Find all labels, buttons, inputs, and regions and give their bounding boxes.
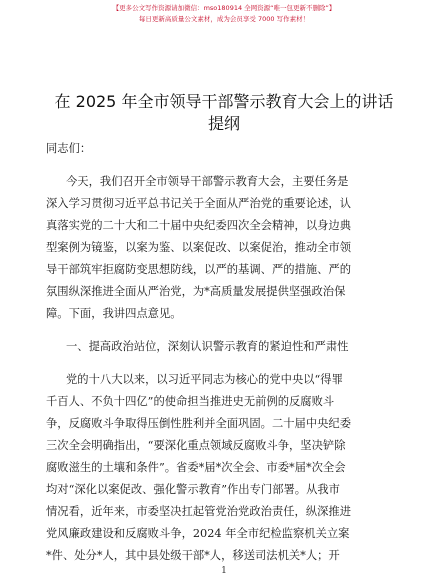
- body-line: 腐败滋生的土壤和条件”。省委*届*次全会、市委*届*次全会: [46, 461, 346, 474]
- body-line: *件、处分*人，其中县处级干部*人，移送司法机关*人；开: [46, 549, 340, 562]
- banner-line-2: 每日更新高质量公文素材，成为会员享受 7000 写作素材！: [138, 15, 310, 23]
- body-line: 三次全会明确指出，“要深化重点领域反腐败斗争，坚决铲除: [46, 439, 346, 452]
- body-line: 千百人、不负十四亿”的使命担当推进史无前例的反腐败斗: [46, 395, 335, 408]
- header-banner: [0, 0, 448, 25]
- banner-line-1: 【更多公文写作资源请加微信：mso180914 全网资源“唯一包更新不删除”】: [112, 4, 336, 12]
- salutation: 同志们：: [46, 142, 92, 155]
- body-line: 型案例为镜鉴，以案为鉴、以案促改、以案促治，推动全市领: [46, 241, 352, 254]
- body-line: 障。下面，我讲四点意见。: [46, 307, 182, 320]
- body-line: 党的十八大以来，以习近平同志为核心的党中央以“得罪: [66, 373, 343, 386]
- body-line: 党风廉政建设和反腐败斗争，2024 年全市纪检监察机关立案: [46, 527, 350, 540]
- body-line: 均对“深化以案促改、强化警示教育”作出专门部署。从我市: [46, 483, 340, 496]
- body-line: 今天，我们召开全市领导干部警示教育大会，主要任务是: [66, 175, 349, 188]
- section-heading: 一、提高政治站位，深刻认识警示教育的紧迫性和严肃性: [66, 340, 349, 353]
- body-line: 深入学习贯彻习近平总书记关于全面从严治党的重要论述，认: [46, 197, 352, 210]
- body-line: 真落实党的二十大和二十届中央纪委四次全会精神，以身边典: [46, 219, 352, 232]
- document-title-line-1: 在 2025 年全市领导干部警示教育大会上的讲话: [54, 92, 394, 111]
- body-line: 导干部筑牢拒腐防变思想防线，以严的基调、严的措施、严的: [46, 263, 352, 276]
- body-line: 争，反腐败斗争取得压倒性胜利并全面巩固。二十届中央纪委: [46, 417, 352, 430]
- document-title-line-2: 提纲: [207, 114, 240, 133]
- body-line: 情况看，近年来，市委坚决扛起管党治党政治责任，纵深推进: [46, 505, 352, 518]
- body-line: 氛围纵深推进全面从严治党，为*高质量发展提供坚强政治保: [46, 285, 346, 298]
- page-number: 1: [221, 566, 227, 576]
